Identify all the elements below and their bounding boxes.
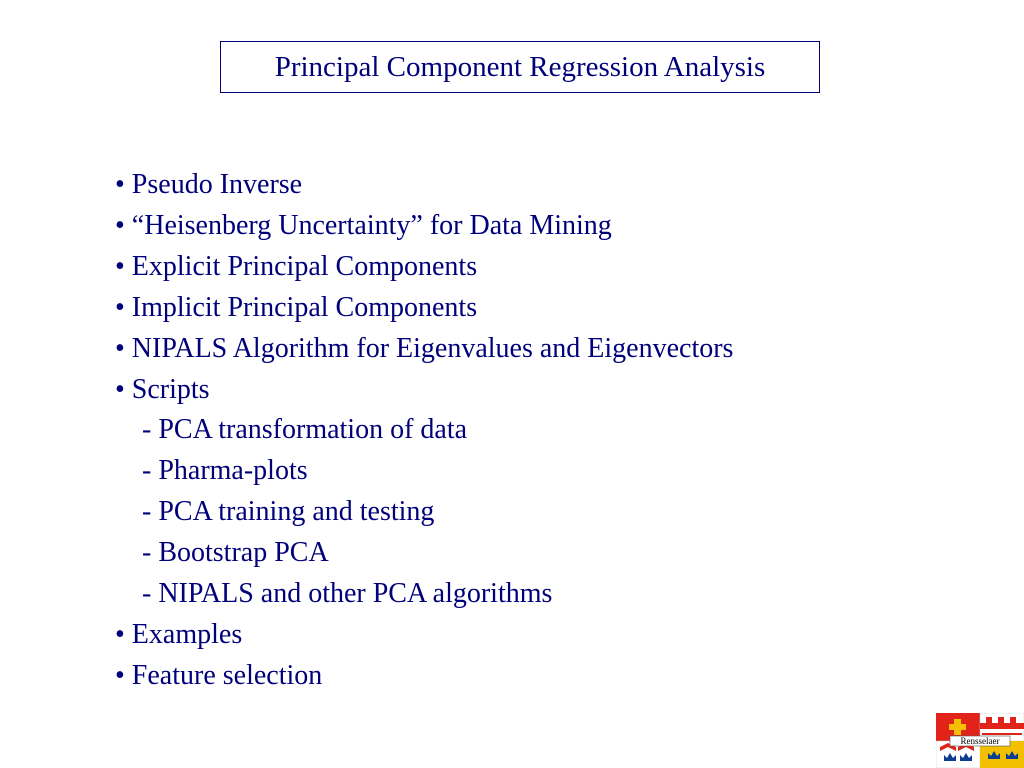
sub-bullet-item: - Bootstrap PCA xyxy=(142,537,329,569)
bullet-item: • Pseudo Inverse xyxy=(115,169,303,200)
bullet-item: • Scripts xyxy=(115,373,210,405)
bullet-item: • Examples xyxy=(115,618,243,650)
sub-bullet-item: - PCA training and testing xyxy=(142,496,435,528)
bullet-item: • Explicit Principal Components xyxy=(115,250,478,282)
sub-bullet-item: - NIPALS and other PCA algorithms xyxy=(142,578,553,610)
bullet-item: • Feature selection xyxy=(115,659,323,691)
bullet-item: • NIPALS Algorithm for Eigenvalues and Eigenvectors xyxy=(115,332,734,364)
bullet-list xyxy=(115,165,733,697)
logo-text: Rensselaer xyxy=(960,736,1000,746)
bullet-item: • “Heisenberg Uncertainty” for Data Mining xyxy=(115,209,612,241)
rensselaer-seal-icon xyxy=(936,713,1024,768)
sub-bullet-item: - Pharma-plots xyxy=(142,455,308,487)
bullet-item: • Implicit Principal Components xyxy=(115,291,478,323)
slide-title xyxy=(220,41,820,93)
sub-bullet-item: - PCA transformation of data xyxy=(142,414,468,446)
slide-title-text: Principal Component Regression Analysis xyxy=(274,50,766,83)
